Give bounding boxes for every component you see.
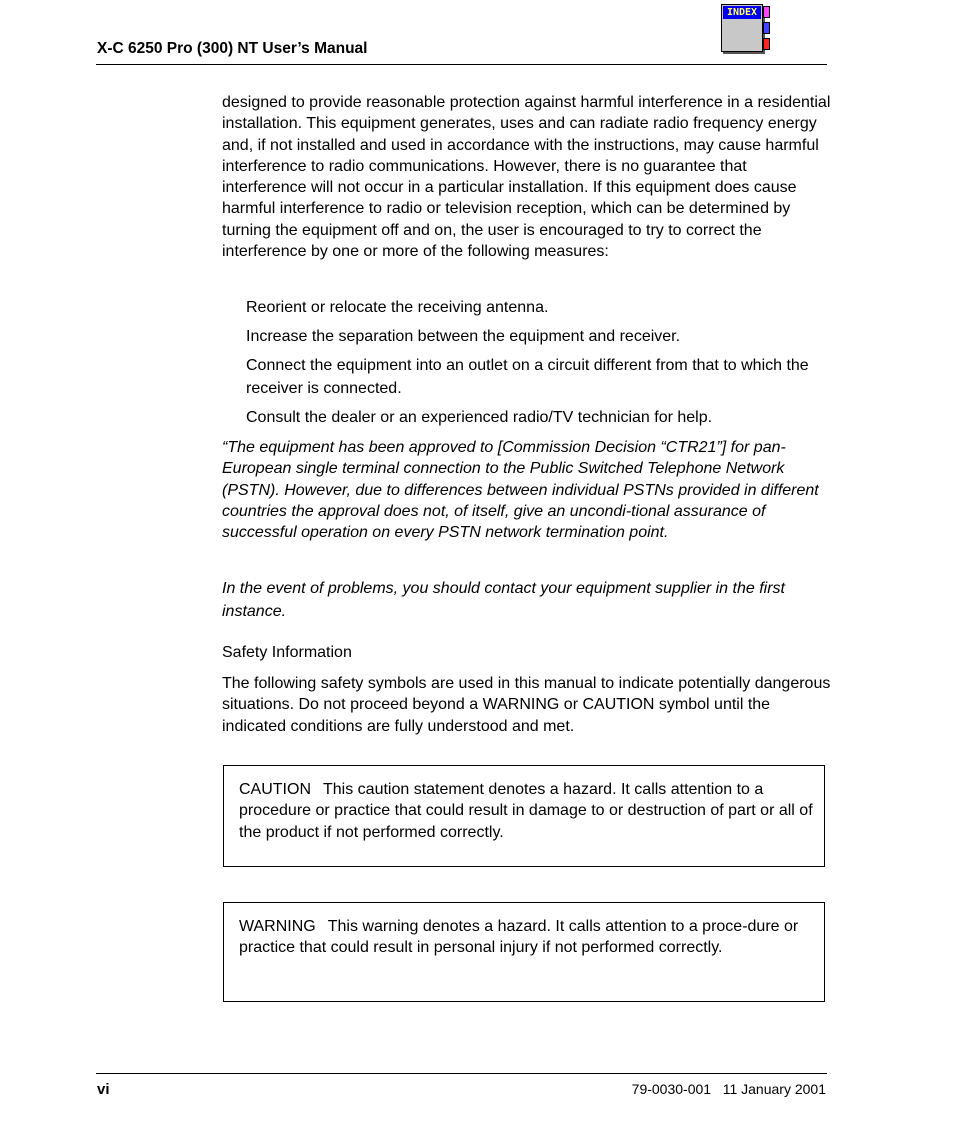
index-tab-pink	[763, 6, 770, 18]
safety-intro-paragraph: The following safety symbols are used in this manual to indicate potentially dangerous situations. Do not proceed beyond a WARNING or CAUTION symbol until the indicated conditions are fully understood and met.	[222, 675, 831, 735]
manual-title: X-C 6250 Pro (300) NT User’s Manual	[97, 40, 368, 57]
list-item: Reorient or relocate the receiving antenna.	[246, 299, 549, 316]
list-item: Connect the equipment into an outlet on a circuit different from that to which the receiver is connected.	[246, 357, 809, 397]
warning-label: WARNING	[239, 918, 316, 935]
footer-divider	[96, 1073, 827, 1074]
warning-text: This warning denotes a hazard. It calls attention to a proce-dure or practice that could result in personal injury if not performed correctly.	[239, 918, 799, 957]
list-item: Increase the separation between the equipment and receiver.	[246, 328, 681, 345]
document-info: 79-0030-001 11 January 2001	[631, 1081, 826, 1097]
interference-measures-list	[246, 296, 826, 435]
header-divider	[96, 64, 827, 65]
fcc-interference-paragraph: designed to provide reasonable protection against harmful interference in a residential installation. This equipment generates, uses and can radiate radio frequency energy and, if not installed and used in accordance with the instructions, may cause harmful interference to radio communications. However, there is no guarantee that interference will not occur in a particular installation. If this equipment does cause harmful interference to radio or television reception, which can be determined by turning the equipment off and on, the user is encouraged to try to correct the interference by one or more of the following measures:	[222, 94, 831, 261]
index-label: INDEX	[723, 6, 761, 19]
problems-statement: In the event of problems, you should contact your equipment supplier in the first instance.	[222, 580, 785, 620]
caution-text: This caution statement denotes a hazard. It calls attention to a procedure or practice that could result in damage to or destruction of part or all of the product if not performed correctly.	[239, 781, 813, 841]
index-tab-blue	[763, 22, 770, 34]
ctr21-statement: “The equipment has been approved to [Commission Decision “CTR21”] for pan-European single terminal connection to the Public Switched Telephone Network (PSTN). However, due to differences between individual PSTNs provided in different countries the approval does not, of itself, give an uncondi-tional assurance of successful operation on every PSTN network termination point.	[222, 439, 819, 542]
warning-box	[223, 902, 825, 1002]
index-button[interactable]	[721, 4, 769, 54]
warning-text-block	[239, 916, 814, 959]
caution-label: CAUTION	[239, 781, 311, 798]
index-icon	[721, 4, 763, 52]
caution-box	[223, 765, 825, 867]
page-number: vi	[97, 1081, 110, 1098]
caution-text-block	[239, 779, 814, 843]
safety-information-heading: Safety Information	[222, 644, 352, 661]
list-item: Consult the dealer or an experienced radio/TV technician for help.	[246, 409, 713, 426]
index-tab-red	[763, 38, 770, 50]
